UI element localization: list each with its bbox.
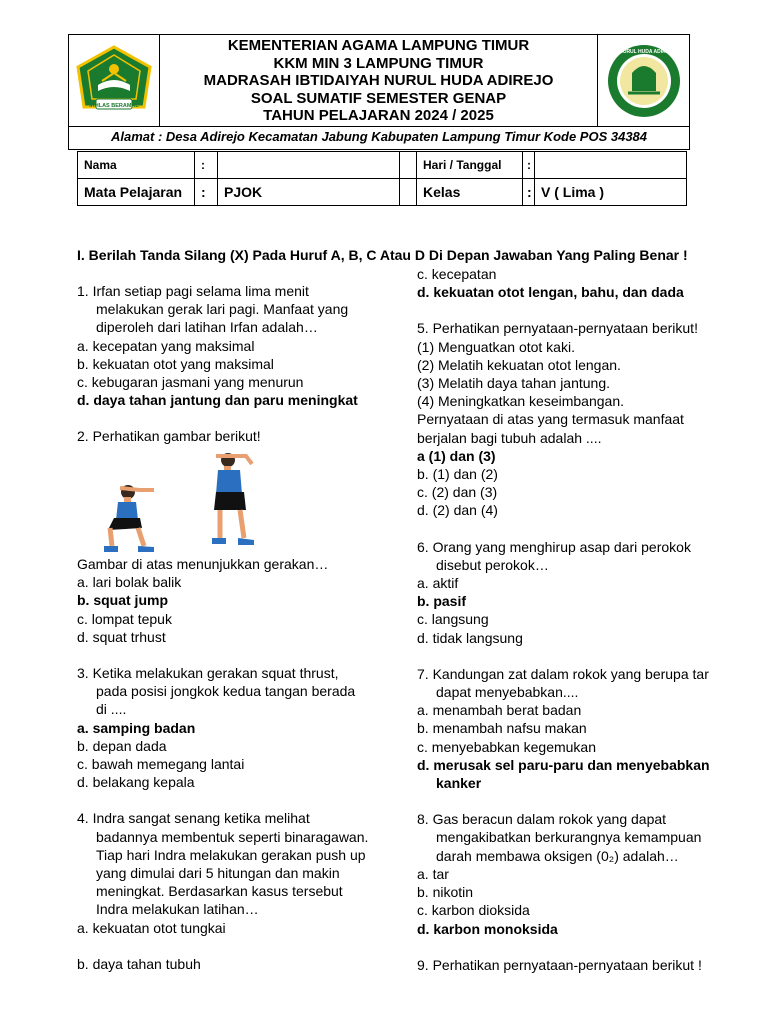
question-text-line: c. kecepatan — [417, 266, 497, 282]
mapel-value: PJOK — [218, 179, 400, 206]
answer-key-line: b. pasif — [417, 593, 467, 610]
question-text-line: 7. Kandungan zat dalam rokok yang berupa tar — [417, 665, 709, 682]
question-text-line: Gambar di atas menunjukkan gerakan… — [77, 556, 329, 572]
left-column-bottom — [77, 555, 368, 973]
logo-cell-left — [69, 35, 160, 126]
question-text-line: disebut perokok… — [436, 556, 549, 573]
question-text-line: mengakibatkan berkurangnya kemampuan — [436, 829, 702, 846]
info-row-2 — [78, 179, 687, 206]
logo-right-text: MI NURUL HUDA ADIREJO — [612, 49, 676, 55]
squat-jump-illustration — [96, 450, 266, 558]
title-line-1: KEMENTERIAN AGAMA LAMPUNG TIMUR — [227, 37, 530, 54]
answer-key-line: d. merusak sel paru-paru dan menyebabkan — [417, 756, 710, 773]
question-text-line: badannya membentuk seperti binaragawan. — [96, 828, 369, 845]
answer-key-line: d. kekuatan otot lengan, bahu, dan dada — [417, 284, 684, 301]
school-address: Alamat : Desa Adirejo Kecamatan Jabung Kabupaten Lampung Timur Kode POS 34384 — [110, 129, 648, 144]
question-text-line: a. kecepatan yang maksimal — [77, 337, 255, 354]
question-text-line: pada posisi jongkok kedua tangan berada — [96, 683, 356, 700]
question-text-line: di .... — [96, 701, 127, 718]
student-info-table — [77, 151, 687, 206]
title-line-4: SOAL SUMATIF SEMESTER GENAP — [250, 89, 507, 107]
logo-cell-right — [597, 35, 689, 126]
question-text-line: 3. Ketika melakukan gerakan squat thrust, — [77, 665, 339, 682]
question-text-line: 9. Perhatikan pernyataan-pernyataan berikut ! — [417, 956, 702, 973]
instruction-heading: I. Berilah Tanda Silang (X) Pada Huruf A, B, C Atau D Di Depan Jawaban Yang Paling Benar ! — [77, 247, 688, 263]
logo-left-text: IKHLAS BERAMAL — [89, 103, 139, 109]
question-text-line: a. lari bolak balik — [77, 574, 182, 591]
question-text-line: Indra melakukan latihan… — [96, 901, 259, 918]
jump-figure-icon — [212, 453, 254, 545]
question-text-line: diperoleh dari latihan Irfan adalah… — [96, 319, 318, 336]
kelas-value: V ( Lima ) — [535, 179, 687, 206]
colon: : — [195, 179, 218, 206]
spacer-cell — [400, 179, 417, 206]
spacer-cell — [400, 152, 417, 179]
school-logo-icon — [606, 43, 682, 119]
question-text-line: d. squat trhust — [77, 628, 166, 645]
mapel-label: Mata Pelajaran — [78, 179, 195, 206]
question-text-line: 2. Perhatikan gambar berikut! — [77, 428, 261, 445]
question-text-line: c. lompat tepuk — [77, 610, 172, 627]
question-text-line: a. kekuatan otot tungkai — [77, 919, 226, 936]
question-text-line: d. tidak langsung — [417, 629, 523, 646]
question-text-line: (3) Melatih daya tahan jantung. — [417, 375, 611, 392]
question-text-line: d. (2) dan (4) — [417, 502, 498, 519]
kelas-label: Kelas — [417, 179, 523, 206]
question-text-line: 6. Orang yang menghirup asap dari perokok — [417, 538, 691, 555]
question-text-line: (1) Menguatkan otot kaki. — [417, 338, 575, 355]
question-text-line: b. menambah nafsu makan — [417, 720, 587, 737]
question-text-line: b. daya tahan tubuh — [77, 955, 201, 972]
answer-key-line: b. squat jump — [77, 592, 168, 609]
hari-label: Hari / Tanggal — [417, 152, 523, 179]
question-text-line: b. nikotin — [417, 884, 474, 901]
squat-figure-icon — [104, 485, 154, 552]
document-header — [68, 34, 690, 150]
question-text-line: (2) Melatih kekuatan otot lengan. — [417, 356, 621, 373]
question-text-line: a. menambah berat badan — [417, 702, 582, 719]
question-text-line: c. langsung — [417, 611, 489, 628]
answer-key-line: kanker — [436, 775, 482, 792]
question-text-line: d. belakang kepala — [77, 774, 195, 791]
question-text-line: 1. Irfan setiap pagi selama lima menit — [77, 283, 309, 299]
nama-field[interactable] — [218, 152, 400, 179]
title-line-2: KKM MIN 3 LAMPUNG TIMUR — [273, 54, 484, 72]
blank-line — [77, 646, 368, 664]
question-text-line: a. tar — [417, 865, 449, 882]
right-column — [417, 265, 710, 974]
blank-line — [77, 791, 368, 809]
question-text-line: b. depan dada — [77, 737, 167, 754]
kemenag-logo-icon — [74, 45, 154, 117]
info-row-1 — [78, 152, 687, 179]
hari-field[interactable] — [535, 152, 687, 179]
title-line-5: TAHUN PELAJARAN 2024 / 2025 — [263, 107, 494, 124]
question-text-line: Tiap hari Indra melakukan gerakan push up — [96, 846, 366, 863]
blank-line — [77, 409, 358, 427]
question-text-line: yang dimulai dari 5 hitungan dan makin — [96, 865, 340, 882]
question-text-line: b. kekuatan otot yang maksimal — [77, 355, 274, 372]
question-text-line: melakukan gerak lari pagi. Manfaat yang — [96, 301, 349, 318]
question-text-line: 4. Indra sangat senang ketika melihat — [77, 810, 310, 827]
blank-line — [417, 647, 710, 665]
question-text-line: darah membawa oksigen (0₂) adalah… — [436, 847, 679, 864]
nama-label: Nama — [78, 152, 195, 179]
question-text-line: c. (2) dan (3) — [417, 484, 498, 501]
blank-line — [417, 938, 710, 956]
question-text-line: berjalan bagi tubuh adalah .... — [417, 429, 602, 446]
question-text-line: 8. Gas beracun dalam rokok yang dapat — [417, 811, 667, 828]
colon: : — [523, 152, 535, 179]
question-text-line: 5. Perhatikan pernyataan-pernyataan berikut! — [417, 320, 698, 337]
colon: : — [523, 179, 535, 206]
question-text-line: a. aktif — [417, 575, 459, 592]
blank-line — [417, 301, 710, 319]
blank-line — [417, 792, 710, 810]
question-text-line: dapat menyebabkan.... — [436, 684, 579, 701]
left-column-top — [77, 282, 358, 446]
school-title-block — [159, 37, 598, 125]
question-text-line: b. (1) dan (2) — [417, 466, 498, 483]
question-text-line: c. kebugaran jasmani yang menurun — [77, 374, 304, 391]
question-text-line: meningkat. Berdasarkan kasus tersebut — [96, 883, 343, 900]
question-text-line: c. menyebabkan kegemukan — [417, 738, 596, 755]
blank-line — [77, 937, 368, 955]
answer-key-line: a. samping badan — [77, 719, 196, 736]
answer-key-line: a (1) dan (3) — [417, 447, 496, 464]
question-text-line: (4) Meningkatkan keseimbangan. — [417, 393, 625, 410]
answer-key-line: d. karbon monoksida — [417, 920, 558, 937]
question-text-line: c. bawah memegang lantai — [77, 756, 245, 773]
question-text-line: Pernyataan di atas yang termasuk manfaat — [417, 411, 684, 428]
colon: : — [195, 152, 218, 179]
question-text-line: c. karbon dioksida — [417, 902, 530, 919]
blank-line — [417, 520, 710, 538]
title-line-3: MADRASAH IBTIDAIYAH NURUL HUDA ADIREJO — [203, 72, 554, 89]
answer-key-line: d. daya tahan jantung dan paru meningkat — [77, 392, 358, 409]
